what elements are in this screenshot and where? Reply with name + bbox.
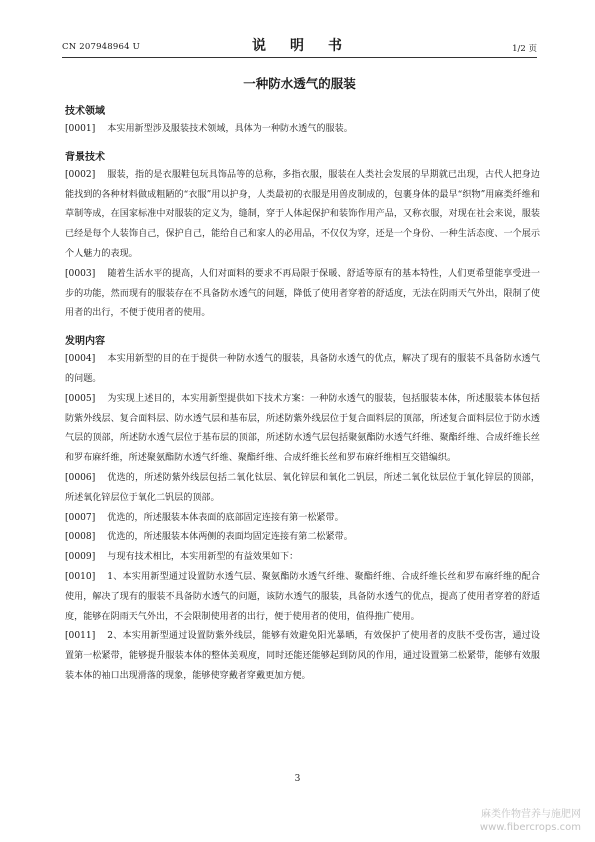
paragraph-0010: [65, 568, 540, 627]
paragraph-text: 优选的，所述防紫外线层包括二氧化钛层、氧化锌层和氧化二钒层，所述二氧化钛层位于氧化锌层的顶部，所述氧化锌层位于氧化二钒层的顶部。: [65, 472, 540, 503]
paragraph-text: 优选的，所述服装本体两侧的表面均固定连接有第二松紧带。: [107, 532, 353, 543]
paragraph-number: [0009]: [65, 552, 96, 563]
paragraph-text: 与现有技术相比，本实用新型的有益效果如下：: [107, 552, 299, 563]
paragraph-0004: [65, 350, 540, 390]
paragraph-text: 优选的，所述服装本体表面的底部固定连接有第一松紧带。: [107, 512, 344, 523]
paragraph-text: 本实用新型的目的在于提供一种防水透气的服装，具备防水透气的优点，解决了现有的服装不具备防水透气的问题。: [65, 354, 540, 384]
paragraph-text: 为实现上述目的，本实用新型提供如下技术方案：一种防水透气的服装，包括服装本体，所述服装本体包括防紫外线层、复合面料层、防水透气层和基布层，所述防紫外线层位于复合面料层的顶部，所述复合面料层位于防水透气层的顶部，所述防水透气层位于基布层的顶部，所述防水透气层包括聚氨酯防水透气纤维、聚酯纤维、合成纤维长丝和罗布麻纤维，所述聚氨酯防水透气纤维、聚酯纤维、合成纤维长丝和罗布麻纤维相互交错编织。: [65, 393, 540, 464]
page-header: [62, 34, 537, 54]
section-heading-background: 背景技术: [65, 151, 105, 163]
document-body: [65, 104, 540, 687]
patent-number: CN 207948964 U: [62, 42, 140, 52]
paragraph-text: 随着生活水平的提高，人们对面料的要求不再局限于保暖、舒适等原有的基本特性，人们更希望能享受进一步的功能，然而现有的服装存在不具备防水透气的问题，降低了使用者穿着的舒适度，无法在阴雨天气外出，限制了使用者的出行，不便于使用者的使用。: [65, 268, 540, 319]
watermark: [480, 808, 581, 834]
page-indicator: 1/2 页: [512, 44, 537, 54]
document-type-heading: 说 明 书: [252, 38, 347, 54]
paragraph-number: [0004]: [65, 354, 96, 365]
paragraph-text: 本实用新型涉及服装技术领域，具体为一种防水透气的服装。: [107, 124, 353, 134]
section-heading-technical-field: 技术领域: [65, 106, 105, 117]
paragraph-number: [0006]: [65, 472, 96, 483]
paragraph-0009: [65, 548, 540, 568]
paragraph-number: [0005]: [65, 393, 96, 404]
watermark-url: www.fibercrops.com: [479, 822, 581, 833]
paragraph-0001: [65, 120, 540, 140]
watermark-site-name: 麻类作物营养与施肥网: [481, 809, 581, 820]
paragraph-text: 2、本实用新型通过设置防紫外线层，能够有效避免阳光暴晒，有效保护了使用者的皮肤不受伤害，通过设置第一松紧带，能够提升服装本体的整体美观度，同时还能还能够起到防风的作用，通过设置第二松紧带，能够有效服装本体的袖口出现滑落的现象，能够使穿戴者穿戴更加方便。: [65, 631, 540, 681]
paragraph-number: [0010]: [65, 571, 96, 582]
paragraph-number: [0002]: [65, 169, 96, 180]
paragraph-0005: [65, 390, 540, 469]
paragraph-0008: [65, 528, 540, 548]
paragraph-0006: [65, 469, 540, 509]
paragraph-text: 服装，指的是衣服鞋包玩具饰品等的总称，多指衣服，服装在人类社会发展的早期就已出现，古代人把身边能找到的各种材料做成粗陋的“衣服”用以护身，人类最初的衣服是用兽皮制成的，包裹身体的最早“织物”用麻类纤维和草制等成，在国家标准中对服装的定义为，缝制，穿于人体起保护和装饰作用产品，又称衣服，对现在社会来说，服装已经是每个人装饰自己，保护自己，能给自己和家人的必用品，不仅仅为穿，还是一个身份、一种生活态度、一个展示个人魅力的表现。: [65, 169, 540, 259]
paragraph-0002: [65, 166, 540, 265]
document-title: 一种防水透气的服装: [243, 76, 356, 91]
paragraph-0011: [65, 627, 540, 686]
paragraph-0007: [65, 509, 540, 529]
section-heading-invention: 发明内容: [65, 336, 105, 348]
paragraph-number: [0007]: [65, 512, 96, 523]
paragraph-number: [0011]: [65, 631, 96, 642]
page-number: 3: [294, 774, 301, 784]
paragraph-number: [0008]: [65, 532, 96, 543]
paragraph-number: [0003]: [65, 268, 96, 279]
paragraph-0003: [65, 265, 540, 324]
paragraph-number: [0001]: [65, 124, 96, 134]
paragraph-text: 1、本实用新型通过设置防水透气层、聚氨酯防水透气纤维、聚酯纤维、合成纤维长丝和罗布麻纤维的配合使用，解决了现有的服装不具备防水透气的问题，该防水透气的服装，具备防水透气的优点，提高了使用者穿着的舒适度，能够在阴雨天气外出，不会限制使用者的出行，便于使用者的使用，值得推广使用。: [65, 571, 540, 622]
header-divider: [62, 57, 537, 58]
